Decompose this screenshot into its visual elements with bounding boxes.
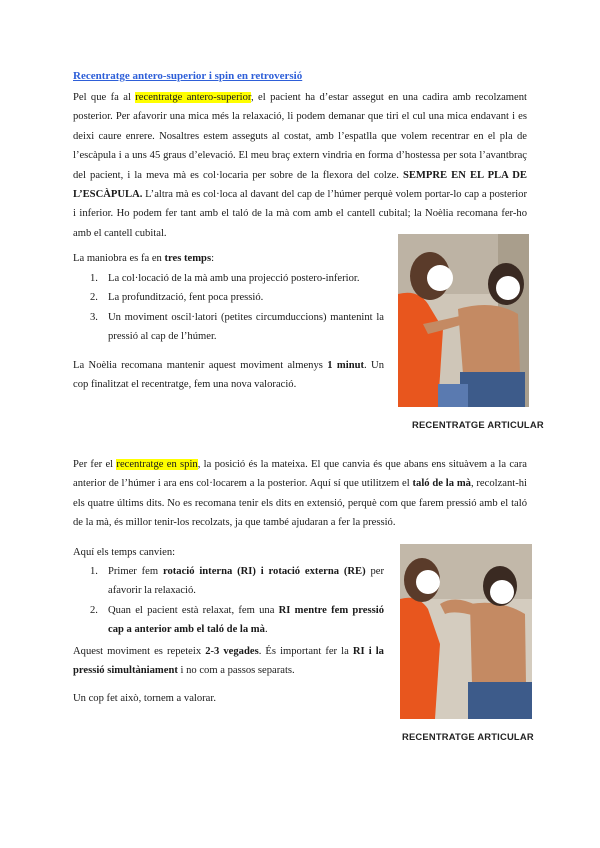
- list-text: .: [264, 624, 268, 636]
- list-item: [73, 562, 384, 601]
- bold-text: 2-3 vegades: [205, 646, 259, 657]
- section-heading[interactable]: Recentratge antero-superior i spin en retroversió: [73, 70, 303, 82]
- list-number: 1.: [90, 566, 98, 577]
- list-number: 1.: [90, 273, 98, 284]
- photo-caption: RECENTRATGE ARTICULAR: [402, 731, 534, 742]
- list-text: Un moviment oscil·latori (petites circumduccions) mantenint la pressió al cap de l’húmer.: [108, 311, 384, 343]
- bold-text: RI i la pressió simultàniament: [73, 646, 384, 677]
- bold-text: taló de la mà: [412, 478, 471, 490]
- list-number: 2.: [90, 292, 98, 304]
- list-text: per afavorir la relaxació.: [108, 566, 384, 597]
- list-text: La profundització, fent poca pressió.: [108, 292, 264, 304]
- text-run: i no com a passos separats.: [177, 665, 295, 677]
- bold-text: SEMPRE EN EL PLA DE L’ESCÀPULA.: [73, 169, 527, 201]
- text-run: :: [211, 253, 215, 264]
- steps-list: [73, 269, 384, 347]
- text-run: L’altra mà es col·loca al davant del cap de l’húmer perquè volem portar-lo cap a posterior i inferior. Ho podem fer tant amb el taló de la mà com amb el cantell cubital; la Noèlia recomana fer-ho amb el cantell cubital.: [73, 189, 527, 239]
- text-run: La maniobra es fa en: [73, 253, 165, 264]
- list-item: [73, 308, 384, 347]
- text-run: Pel que fa al: [73, 92, 136, 103]
- highlighted-term: recentratge en spin: [116, 459, 198, 470]
- paragraph-repetitions: [73, 642, 384, 681]
- text-run: , el pacient ha d’estar assegut en una cadira amb recolzament posterior. Per afavorir una mica més la relaxació, li podem demanar que tiri el cul una mica endavant i es deixi caure enrere. Nosaltres estem asseguts al costat, amb l’espatlla que volem recentrar en el pla de l’escàpula i a uns 45 graus d’elevació. El meu braç extern vindria en forma d’hostessa per sota l’avantbraç del pacient, i la meva mà es col·locaria per sobre de la flexora del colze.: [73, 92, 527, 181]
- technique-photo-antero-superior: [398, 234, 529, 407]
- list-number: 2.: [90, 604, 98, 616]
- text-run: . És important fer la: [258, 646, 353, 657]
- paragraph-antero-superior: [73, 88, 527, 243]
- paragraph-duration: [73, 356, 384, 395]
- list-number: 3.: [90, 311, 98, 323]
- list-item: [73, 601, 384, 640]
- bold-text: rotació interna (RI) i rotació externa (RE): [162, 566, 366, 577]
- text-run: . Un cop finalitzat el recentratge, fem una nova valoració.: [73, 360, 384, 391]
- photo-caption: RECENTRATGE ARTICULAR: [412, 419, 544, 430]
- paragraph-spin: [73, 455, 527, 533]
- list-text: Primer fem: [108, 566, 163, 577]
- spin-steps-list: [73, 562, 384, 640]
- paragraph-revaluate: Un cop fet això, tornem a valorar.: [73, 693, 216, 704]
- technique-photo-spin: [400, 544, 532, 719]
- photo-illustration: [400, 544, 532, 719]
- text-run: , la posició és la mateixa. El que canvia és que abans ens situàvem a la cara anterior de l’húmer i ara ens col·locarem a la posterior. Aquí sí que utilitzem el: [73, 459, 527, 490]
- paragraph-three-steps: [73, 249, 373, 268]
- text-run: Per fer el: [73, 459, 117, 470]
- list-item: [73, 269, 384, 288]
- photo-illustration: [398, 234, 529, 407]
- list-text: Quan el pacient està relaxat, fem una: [108, 604, 279, 616]
- text-run: , recolzant-hi els quatre últims dits. No es recomana tenir els dits en extensió, perquè com que farem pressió amb el taló de la mà, és millor tenir-los recolzats, ja que també ajudaran a fer la pressió.: [73, 478, 527, 529]
- text-run: Aquest moviment es repeteix: [73, 646, 206, 657]
- text-run: La Noèlia recomana mantenir aquest moviment almenys: [73, 360, 328, 371]
- list-item: [73, 288, 384, 307]
- bold-text: 1 minut: [327, 360, 365, 371]
- paragraph-steps-change: Aquí els temps canvien:: [73, 547, 176, 558]
- bold-text: RI mentre fem pressió cap a anterior amb el taló de la mà: [108, 604, 384, 636]
- bold-text: tres temps: [164, 253, 212, 264]
- highlighted-term: recentratge antero-superior: [135, 92, 252, 103]
- list-text: La col·locació de la mà amb una projecció postero-inferior.: [108, 273, 360, 284]
